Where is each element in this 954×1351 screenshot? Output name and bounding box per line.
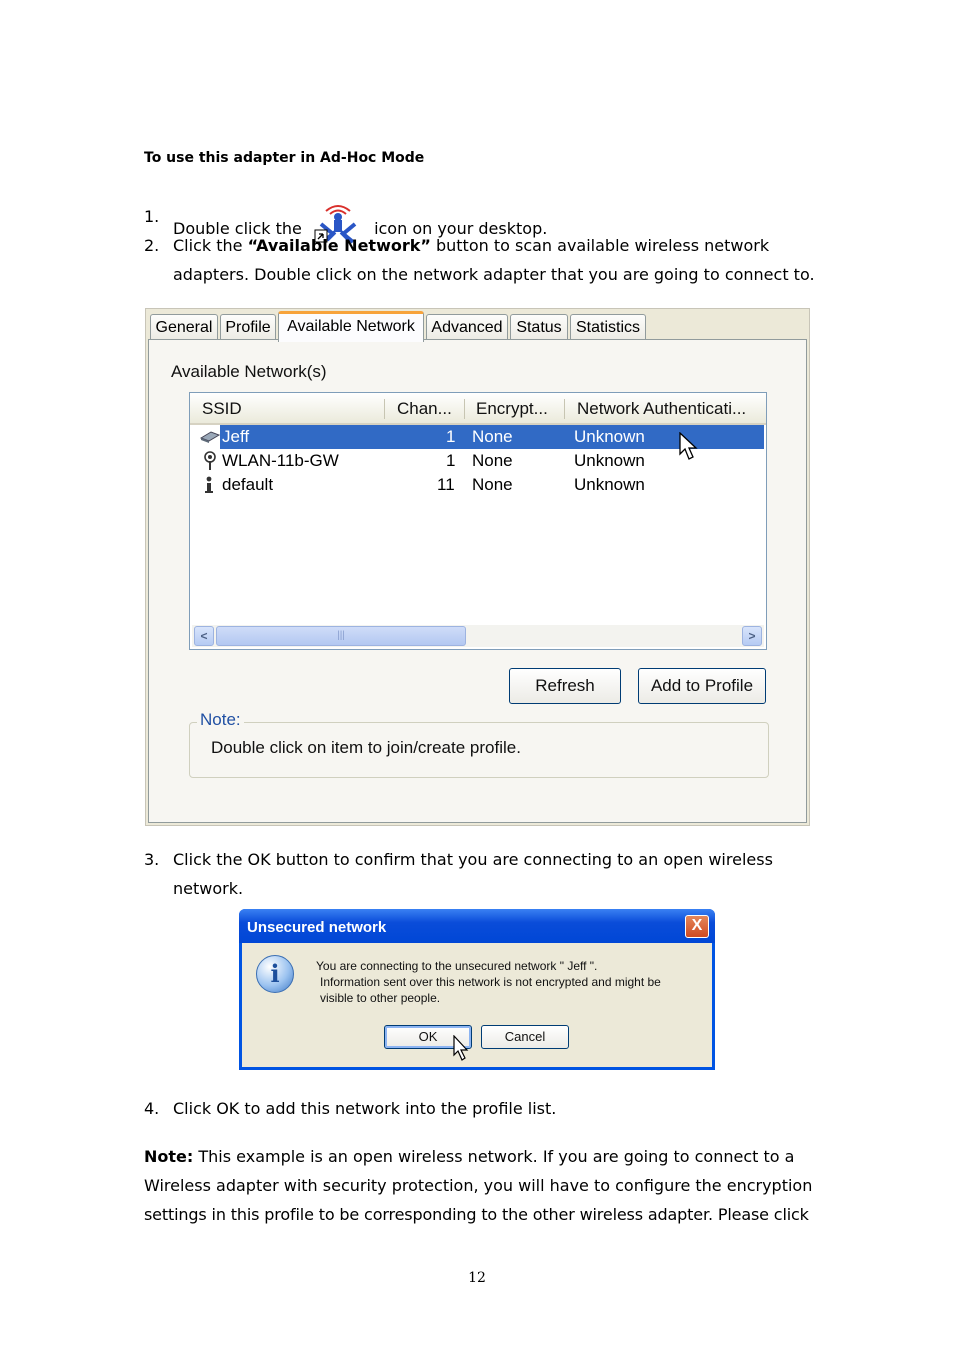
dialog-body: [242, 943, 712, 1067]
tab-advanced[interactable]: Advanced: [426, 314, 508, 340]
ok-button[interactable]: OK: [384, 1025, 472, 1049]
authentication-cell: Unknown: [574, 475, 645, 494]
authentication-cell: Unknown: [574, 451, 645, 470]
scroll-right-icon[interactable]: >: [742, 626, 762, 646]
table-row[interactable]: [190, 473, 766, 497]
authentication-cell: Unknown: [574, 427, 645, 446]
step-text-continued: network.: [173, 879, 244, 898]
step-text: Click the “Available Network” button to scan available wireless network: [173, 236, 770, 255]
column-separator[interactable]: [564, 399, 565, 419]
ssid-cell: WLAN-11b-GW: [222, 451, 339, 470]
ssid-cell: default: [222, 475, 274, 494]
dialog-message-line: Information sent over this network is not encrypted and might be: [320, 975, 661, 989]
step-number: 4.: [144, 1099, 160, 1118]
mouse-pointer-icon: [679, 432, 699, 462]
column-separator[interactable]: [464, 399, 465, 419]
note-label: Note:: [144, 1147, 194, 1166]
step-number: 1.: [144, 207, 160, 226]
network-list[interactable]: [189, 392, 767, 650]
note-line: settings in this profile to be corresponding to the other wireless adapter. Please click: [144, 1205, 809, 1224]
tab-profile[interactable]: Profile: [220, 314, 276, 340]
refresh-button[interactable]: Refresh: [509, 668, 621, 704]
tab-available-network[interactable]: Available Network: [278, 311, 424, 342]
step-text: Double click the icon on your desktop.: [173, 202, 547, 243]
dialog-title: Unsecured network: [247, 919, 387, 936]
adhoc-icon: [200, 429, 220, 450]
page-number: 12: [468, 1270, 486, 1286]
note-line: Wireless adapter with security protection, you will have to configure the encryption: [144, 1176, 813, 1195]
column-separator[interactable]: [384, 399, 385, 419]
column-encryption[interactable]: Encrypt...: [476, 399, 548, 418]
step-text: Click OK to add this network into the profile list.: [173, 1099, 557, 1118]
dialog-message-line: You are connecting to the unsecured network " Jeff ".: [316, 959, 598, 973]
step-3: [144, 845, 844, 903]
section-heading: To use this adapter in Ad-Hoc Mode: [144, 150, 425, 166]
dialog-titlebar: [239, 909, 715, 943]
channel-cell: 11: [437, 475, 455, 494]
list-header: [190, 393, 766, 425]
step-number: 3.: [144, 850, 160, 869]
mouse-pointer-icon: [453, 1035, 471, 1063]
ssid-cell: Jeff: [222, 427, 250, 446]
note-text: Double click on item to join/create profile.: [211, 738, 521, 757]
close-icon[interactable]: X: [685, 915, 709, 938]
station-icon: [204, 476, 214, 499]
note-title: Note:: [197, 710, 244, 730]
step-4: [144, 1094, 844, 1123]
available-network-panel: [148, 339, 807, 823]
channel-cell: 1: [446, 451, 456, 470]
tab-general[interactable]: General: [150, 314, 218, 340]
column-channel[interactable]: Chan...: [397, 399, 452, 418]
tab-statistics[interactable]: Statistics: [570, 314, 646, 340]
utility-window-screenshot: [145, 308, 810, 826]
column-network-authentication[interactable]: Network Authenticati...: [577, 399, 747, 418]
note-paragraph: [144, 1142, 824, 1229]
encryption-cell: None: [472, 451, 513, 470]
scroll-thumb[interactable]: |||: [216, 626, 466, 646]
step-text: Click the OK button to confirm that you are connecting to an open wireless: [173, 850, 773, 869]
dialog-message-line: visible to other people.: [320, 991, 441, 1005]
available-networks-label: Available Network(s): [171, 362, 327, 381]
cancel-button[interactable]: Cancel: [481, 1025, 569, 1049]
column-ssid[interactable]: SSID: [202, 399, 242, 418]
horizontal-scrollbar[interactable]: [192, 625, 764, 647]
encryption-cell: None: [472, 427, 513, 446]
info-icon: i: [256, 955, 294, 993]
step-text-continued: adapters. Double click on the network adapter that you are going to connect to.: [173, 265, 815, 284]
channel-cell: 1: [446, 427, 456, 446]
encryption-cell: None: [472, 475, 513, 494]
tab-status[interactable]: Status: [510, 314, 568, 340]
step-number: 2.: [144, 236, 160, 255]
note-line: Note: This example is an open wireless network. If you are going to connect to a: [144, 1147, 795, 1166]
unsecured-network-dialog-screenshot: [239, 909, 715, 1070]
step-2: [144, 231, 844, 289]
scroll-left-icon[interactable]: <: [194, 626, 214, 646]
step-1: [144, 202, 844, 238]
add-to-profile-button[interactable]: Add to Profile: [638, 668, 766, 704]
